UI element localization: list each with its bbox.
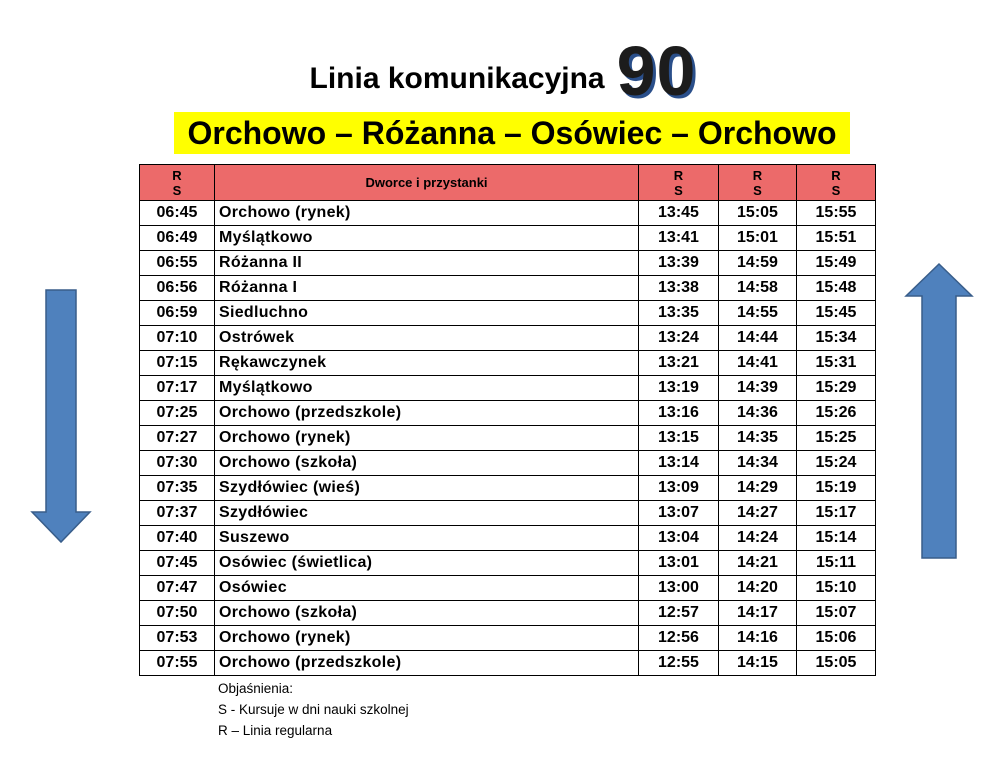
timetable [139, 164, 876, 676]
header-r3-r: R [831, 167, 841, 183]
stop-name: Orchowo (szkoła) [215, 601, 639, 626]
header-r1-r: R [673, 167, 684, 183]
header-right-rs-1 [639, 165, 719, 201]
return-time-2: 14:34 [719, 451, 797, 476]
legend-title: Objaśnienia: [218, 681, 294, 696]
arrow-up-icon [904, 262, 974, 560]
return-time-2: 14:36 [719, 401, 797, 426]
table-row [140, 576, 876, 601]
stop-name: Orchowo (szkoła) [215, 451, 639, 476]
departure-time: 07:17 [140, 376, 215, 401]
return-time-3: 15:19 [797, 476, 876, 501]
return-time-1: 13:09 [639, 476, 719, 501]
return-time-2: 14:24 [719, 526, 797, 551]
return-time-3: 15:49 [797, 251, 876, 276]
return-time-2: 15:05 [719, 201, 797, 226]
stop-name: Orchowo (rynek) [215, 426, 639, 451]
return-time-3: 15:17 [797, 501, 876, 526]
return-time-1: 13:15 [639, 426, 719, 451]
departure-time: 07:50 [140, 601, 215, 626]
return-time-1: 12:55 [639, 651, 719, 676]
return-time-3: 15:25 [797, 426, 876, 451]
return-time-1: 13:16 [639, 401, 719, 426]
return-time-2: 14:17 [719, 601, 797, 626]
stop-name: Szydłówiec (wieś) [215, 476, 639, 501]
return-time-3: 15:29 [797, 376, 876, 401]
stop-name: Rękawczynek [215, 351, 639, 376]
stop-name: Myślątkowo [215, 376, 639, 401]
return-time-2: 14:39 [719, 376, 797, 401]
stop-name: Osówiec [215, 576, 639, 601]
line-number: 90 [616, 32, 697, 110]
return-time-2: 14:27 [719, 501, 797, 526]
legend [218, 678, 409, 741]
return-time-3: 15:06 [797, 626, 876, 651]
stop-name: Różanna II [215, 251, 639, 276]
departure-time: 07:15 [140, 351, 215, 376]
table-row [140, 601, 876, 626]
return-time-2: 15:01 [719, 226, 797, 251]
stop-name: Myślątkowo [215, 226, 639, 251]
legend-item-s: S - Kursuje w dni nauki szkolnej [218, 702, 409, 717]
table-row [140, 276, 876, 301]
return-time-2: 14:16 [719, 626, 797, 651]
return-time-2: 14:35 [719, 426, 797, 451]
departure-time: 07:27 [140, 426, 215, 451]
title-text: Linia komunikacyjna [309, 62, 605, 95]
departure-time: 06:49 [140, 226, 215, 251]
header-left-r: R [172, 167, 182, 183]
table-row [140, 301, 876, 326]
departure-time: 07:53 [140, 626, 215, 651]
return-time-3: 15:31 [797, 351, 876, 376]
return-time-3: 15:07 [797, 601, 876, 626]
header-row [140, 165, 876, 201]
return-time-3: 15:55 [797, 201, 876, 226]
return-time-2: 14:15 [719, 651, 797, 676]
return-time-1: 13:24 [639, 326, 719, 351]
header-r2-s: S [753, 182, 762, 198]
header-r2-r: R [752, 167, 763, 183]
departure-time: 07:25 [140, 401, 215, 426]
table-row [140, 426, 876, 451]
legend-item-r: R – Linia regularna [218, 723, 333, 738]
return-time-1: 13:00 [639, 576, 719, 601]
return-time-3: 15:48 [797, 276, 876, 301]
departure-time: 06:59 [140, 301, 215, 326]
table-row [140, 376, 876, 401]
table-row [140, 251, 876, 276]
return-time-1: 13:45 [639, 201, 719, 226]
route-banner: Orchowo – Różanna – Osówiec – Orchowo [174, 112, 850, 154]
return-time-3: 15:34 [797, 326, 876, 351]
table-row [140, 526, 876, 551]
return-time-2: 14:44 [719, 326, 797, 351]
stop-name: Orchowo (rynek) [215, 201, 639, 226]
timetable-body [140, 201, 876, 676]
stop-name: Suszewo [215, 526, 639, 551]
return-time-3: 15:45 [797, 301, 876, 326]
stop-name: Orchowo (przedszkole) [215, 651, 639, 676]
departure-time: 07:10 [140, 326, 215, 351]
departure-time: 07:37 [140, 501, 215, 526]
return-time-2: 14:29 [719, 476, 797, 501]
table-row [140, 326, 876, 351]
table-row [140, 476, 876, 501]
header-stops: Dworce i przystanki [215, 165, 639, 201]
page-title [0, 32, 1006, 110]
return-time-3: 15:51 [797, 226, 876, 251]
departure-time: 06:45 [140, 201, 215, 226]
return-time-3: 15:10 [797, 576, 876, 601]
departure-time: 06:55 [140, 251, 215, 276]
header-left-rs [140, 165, 215, 201]
return-time-3: 15:24 [797, 451, 876, 476]
departure-time: 07:35 [140, 476, 215, 501]
stop-name: Osówiec (świetlica) [215, 551, 639, 576]
departure-time: 07:40 [140, 526, 215, 551]
return-time-1: 13:07 [639, 501, 719, 526]
return-time-1: 13:38 [639, 276, 719, 301]
return-time-3: 15:11 [797, 551, 876, 576]
table-row [140, 351, 876, 376]
table-row [140, 626, 876, 651]
header-r1-s: S [674, 182, 683, 198]
return-time-1: 13:39 [639, 251, 719, 276]
return-time-2: 14:58 [719, 276, 797, 301]
departure-time: 07:47 [140, 576, 215, 601]
header-right-rs-3 [797, 165, 876, 201]
stop-name: Ostrówek [215, 326, 639, 351]
return-time-1: 13:04 [639, 526, 719, 551]
return-time-1: 13:21 [639, 351, 719, 376]
return-time-2: 14:20 [719, 576, 797, 601]
return-time-2: 14:55 [719, 301, 797, 326]
table-row [140, 201, 876, 226]
stop-name: Szydłówiec [215, 501, 639, 526]
return-time-2: 14:21 [719, 551, 797, 576]
return-time-1: 13:01 [639, 551, 719, 576]
stop-name: Siedluchno [215, 301, 639, 326]
table-row [140, 651, 876, 676]
table-row [140, 226, 876, 251]
return-time-1: 12:56 [639, 626, 719, 651]
table-row [140, 451, 876, 476]
stop-name: Orchowo (przedszkole) [215, 401, 639, 426]
return-time-1: 13:35 [639, 301, 719, 326]
header-left-s: S [172, 182, 182, 198]
arrow-down-icon [30, 288, 92, 544]
table-row [140, 501, 876, 526]
header-right-rs-2 [719, 165, 797, 201]
departure-time: 07:45 [140, 551, 215, 576]
table-row [140, 401, 876, 426]
return-time-1: 13:19 [639, 376, 719, 401]
departure-time: 07:55 [140, 651, 215, 676]
return-time-1: 13:14 [639, 451, 719, 476]
departure-time: 07:30 [140, 451, 215, 476]
return-time-1: 13:41 [639, 226, 719, 251]
table-row [140, 551, 876, 576]
stop-name: Różanna I [215, 276, 639, 301]
return-time-3: 15:05 [797, 651, 876, 676]
return-time-3: 15:14 [797, 526, 876, 551]
return-time-2: 14:59 [719, 251, 797, 276]
departure-time: 06:56 [140, 276, 215, 301]
return-time-1: 12:57 [639, 601, 719, 626]
return-time-2: 14:41 [719, 351, 797, 376]
return-time-3: 15:26 [797, 401, 876, 426]
stop-name: Orchowo (rynek) [215, 626, 639, 651]
header-r3-s: S [831, 182, 841, 198]
